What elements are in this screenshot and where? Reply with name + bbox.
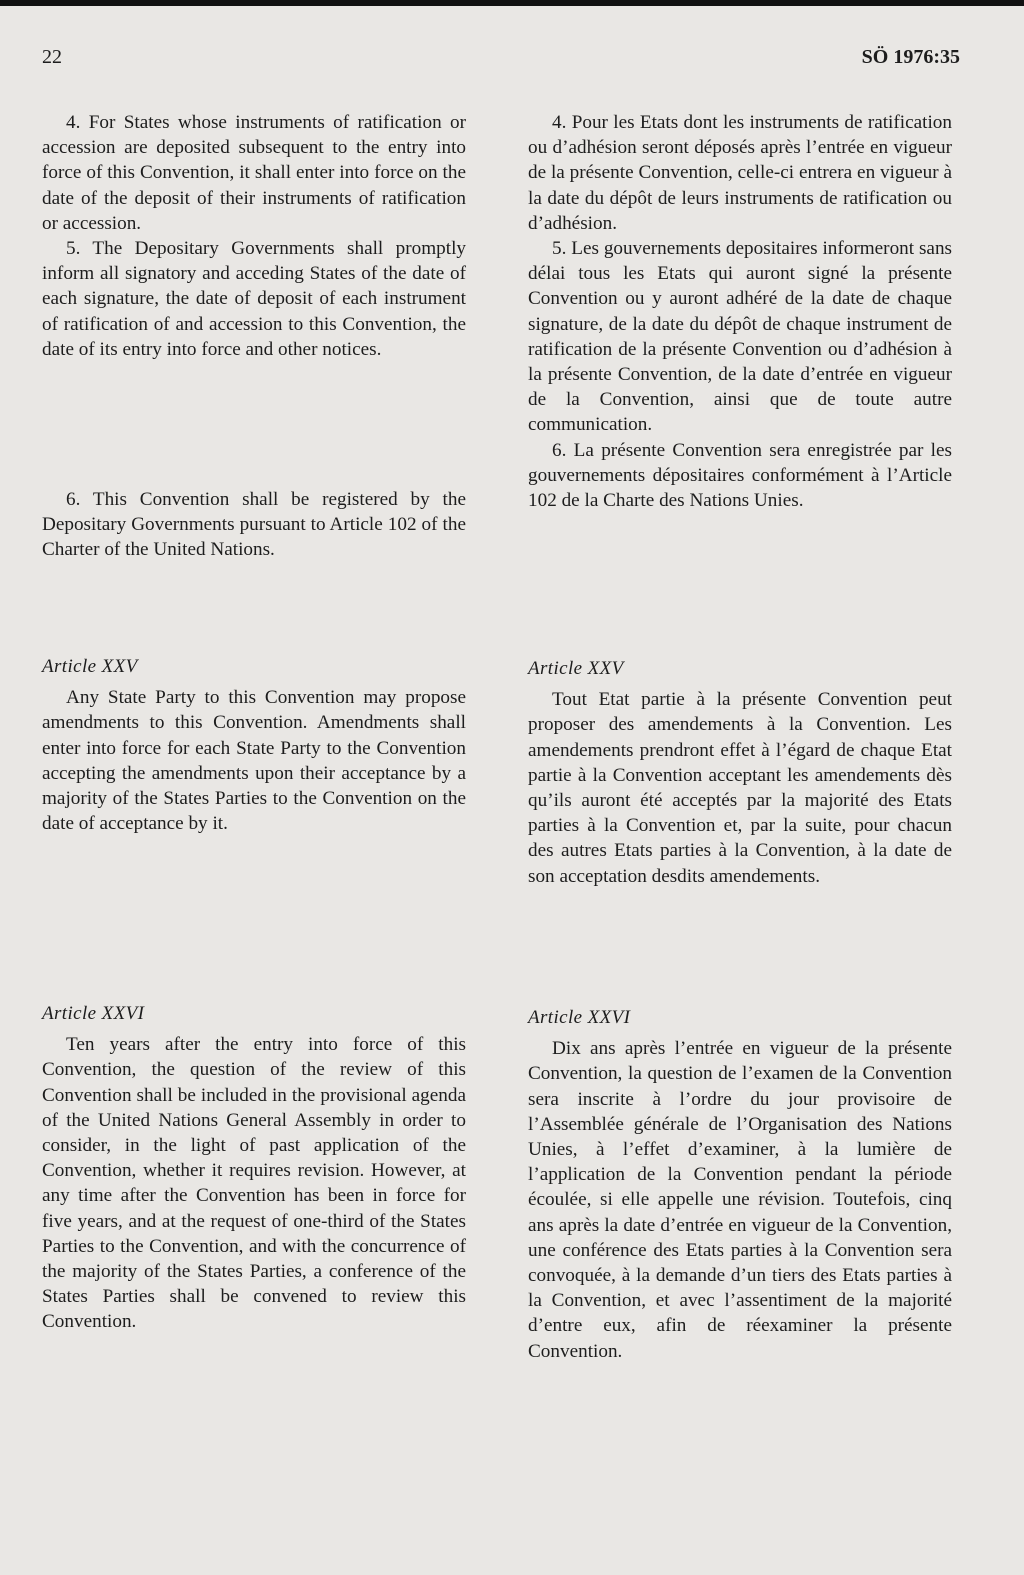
french-article-26-heading: Article XXVI	[528, 1007, 631, 1028]
english-block-2	[42, 487, 466, 563]
french-article-26	[528, 1005, 952, 1364]
english-article-26-heading: Article XXVI	[42, 1003, 145, 1024]
top-scan-edge	[0, 0, 1024, 6]
english-article-25	[42, 654, 466, 836]
document-reference: SÖ 1976:35	[861, 46, 960, 68]
english-block-1	[42, 110, 466, 362]
english-article-26	[42, 1001, 466, 1335]
french-article-25	[528, 656, 952, 889]
french-article-25-text: Tout Etat partie à la présente Convention peut proposer des amendements à la Convention. Les amendements prendront effet à l’égard de chaque Etat partie à la Convention acceptant les amendements dès qu’ils auront été acceptés par la majorité des Etats parties à la Convention et, par la suite, pour chacun des autres Etats parties à la Convention, à la date de son acceptation desdits amendements.	[528, 689, 952, 887]
english-paragraph-6: 6. This Convention shall be registered by the Depositary Governments pursuant to Article 102 of the Charter of the United Nations.	[42, 489, 466, 561]
page-number: 22	[42, 46, 62, 68]
french-paragraph-4: 4. Pour les Etats dont les instruments de ratification ou d’adhésion seront déposés après l’entrée en vigueur de la présente Convention, celle-ci entrera en vigueur à la date du dépôt de leurs instruments de ratification ou d’adhésion.	[528, 112, 952, 234]
french-paragraph-6: 6. La présente Convention sera enregistrée par les gouvernements dépositaires conformément à l’Article 102 de la Charte des Nations Unies.	[528, 439, 952, 512]
french-article-25-heading: Article XXV	[528, 658, 624, 679]
english-article-25-text: Any State Party to this Convention may propose amendments to this Convention. Amendments shall enter into force for each State Party to the Convention accepting the amendments upon their acceptance by a majority of the States Parties to the Convention on the date of acceptance by it.	[42, 687, 466, 835]
french-paragraph-5: 5. Les gouvernements depositaires informeront sans délai tous les Etats qui auront signé la présente Convention ou y auront adhéré de la date de chaque signature, de la date du dépôt de chaque instrument de ratification de la présente Convention ou d’adhésion à la présente Convention, de la date d’entrée en vigueur de la Convention, ainsi que de toute autre communication.	[528, 238, 952, 436]
english-article-25-heading: Article XXV	[42, 656, 138, 677]
french-block-1	[528, 110, 952, 513]
english-paragraph-4: 4. For States whose instruments of ratification or accession are deposited subsequent to the entry into force of this Convention, it shall enter into force on the date of the deposit of their instruments of ratification or accession.	[42, 112, 466, 234]
english-article-26-text: Ten years after the entry into force of this Convention, the question of the review of this Convention shall be included in the provisional agenda of the United Nations General Assembly in order to consider, in the light of past application of the Convention, whether it requires revision. However, at any time after the Convention has been in force for five years, and at the request of one-third of the States Parties to the Convention, and with the concurrence of the majority of the States Parties, a conference of the States Parties shall be convened to review this Convention.	[42, 1034, 466, 1333]
french-article-26-text: Dix ans après l’entrée en vigueur de la présente Convention, la question de l’examen de la Convention sera inscrite à l’ordre du jour provisoire de l’Assemblée générale de l’Organisation des Nations Unies, à l’effet d’examiner, à la lumière de l’application de la Convention pendant la période écoulée, si elle appelle une révision. Toutefois, cinq ans après la date d’entrée en vigueur de la Convention, une conférence des Etats parties à la Convention sera convoquée, à la demande d’un tiers des Etats parties à la Convention, et avec l’assentiment de la majorité d’entre eux, afin de réexaminer la présente Convention.	[528, 1038, 952, 1362]
english-paragraph-5: 5. The Depositary Governments shall promptly inform all signatory and acceding States of the date of each signature, the date of deposit of each instrument of ratification of and accession to this Convention, the date of its entry into force and other notices.	[42, 238, 466, 360]
